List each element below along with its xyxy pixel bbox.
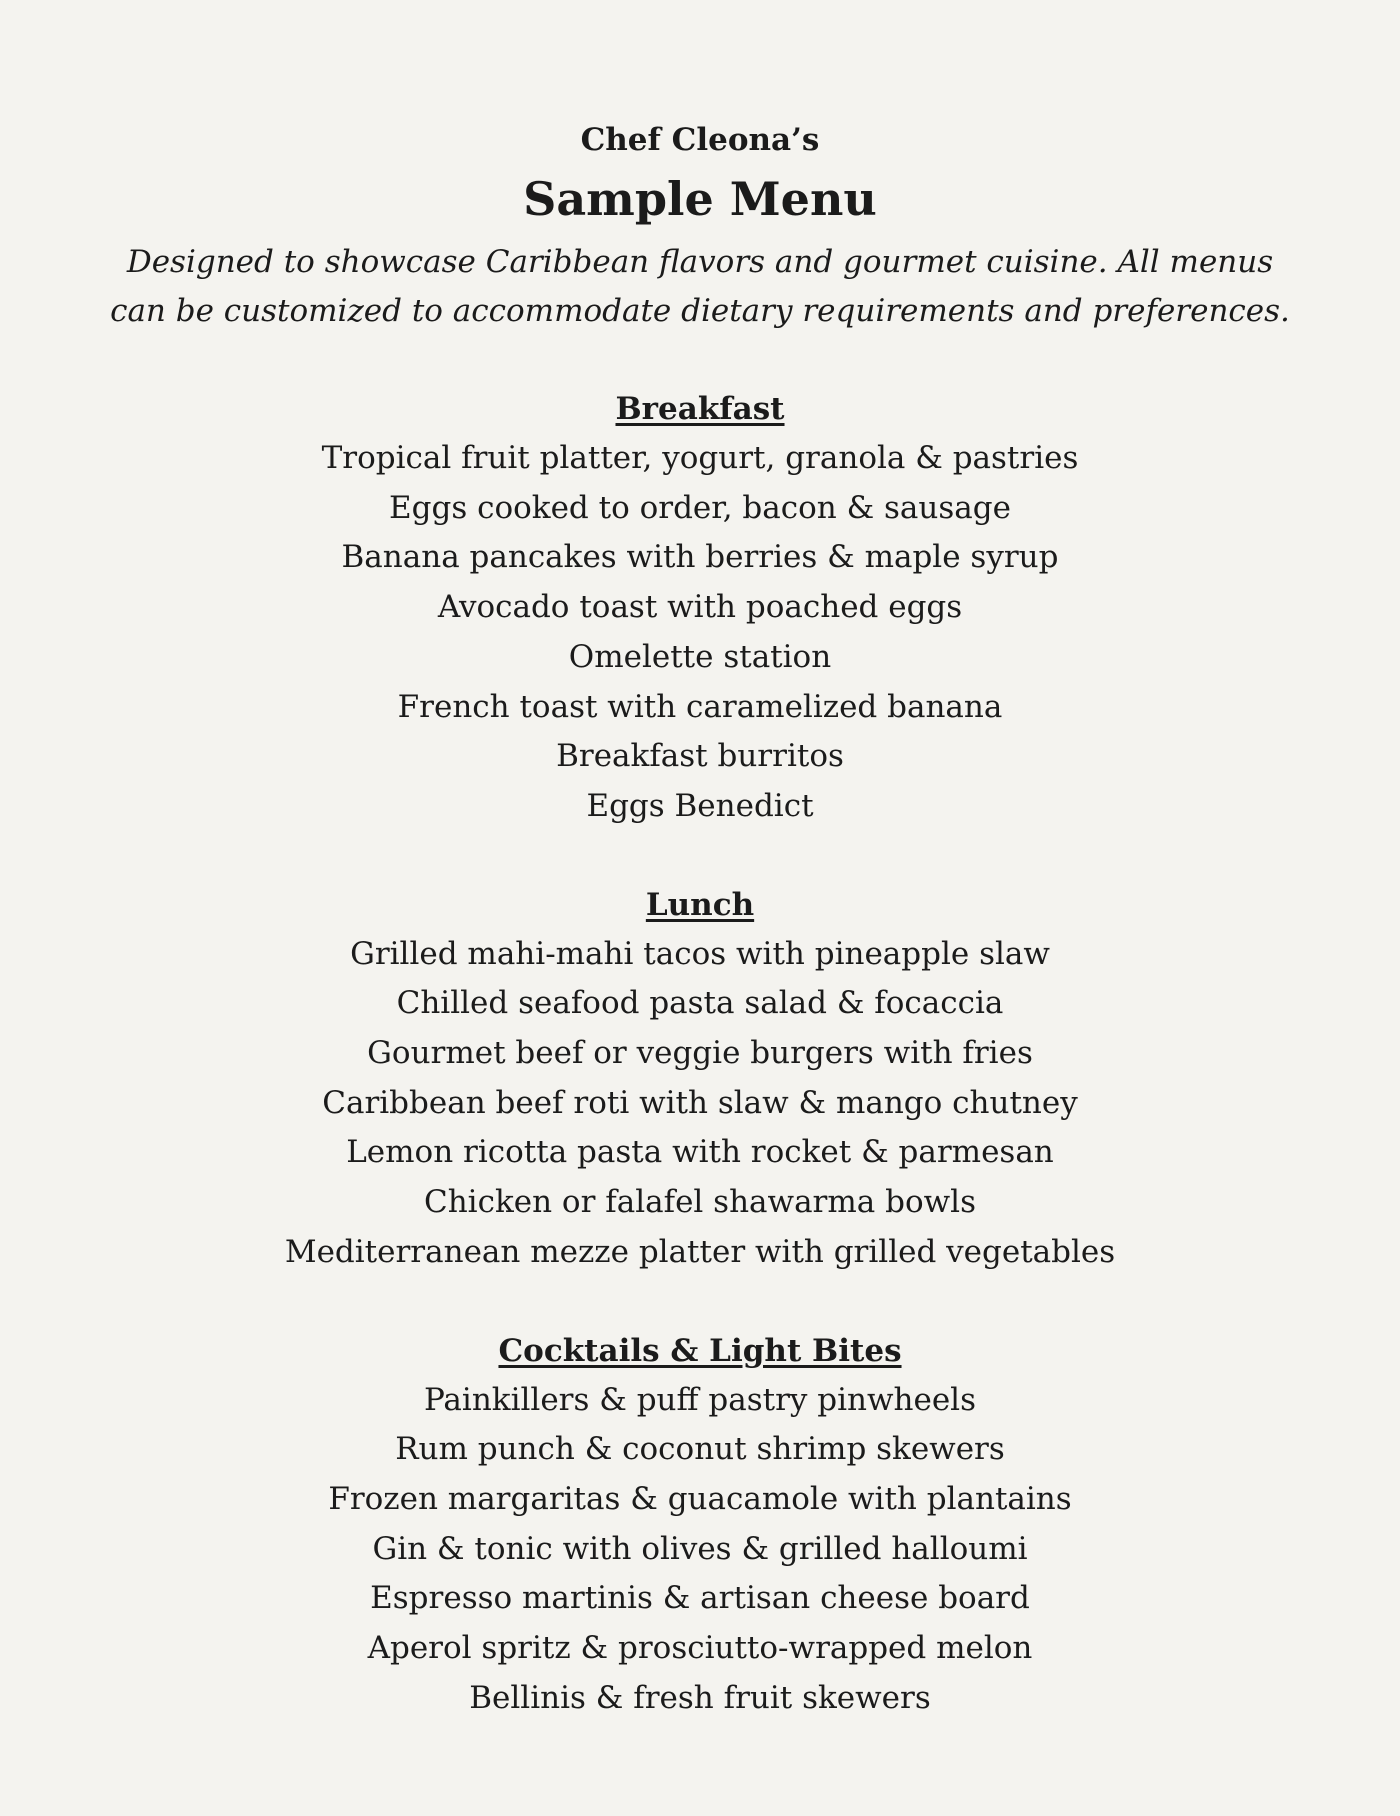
- menu-item: Painkillers & puff pastry pinwheels: [423, 1381, 977, 1418]
- cocktails-items: [0, 1376, 1400, 1724]
- menu-item: Tropical fruit platter, yogurt, granola & pastries: [321, 440, 1079, 476]
- menu-item: Lemon ricotta pasta with rocket & parmesan: [346, 1134, 1054, 1171]
- menu-item: Avocado toast with poached eggs: [437, 589, 963, 626]
- menu-item: Rum punch & coconut shrimp skewers: [395, 1431, 1005, 1468]
- section-heading: Breakfast: [615, 391, 785, 427]
- section-cocktails-light-bites: [0, 1327, 1400, 1724]
- menu-item: Chilled seafood pasta salad & focaccia: [396, 985, 1004, 1022]
- menu-item: Omelette station: [568, 638, 832, 675]
- menu-item: Gin & tonic with olives & grilled halloumi: [372, 1530, 1028, 1567]
- lunch-items: [0, 930, 1400, 1278]
- section-heading: Cocktails & Light Bites: [498, 1332, 902, 1369]
- menu-item: Gourmet beef or veggie burgers with fries: [367, 1035, 1033, 1072]
- menu-item: Aperol spritz & prosciutto-wrapped melon: [367, 1630, 1033, 1667]
- menu-title: Sample Menu: [523, 172, 877, 226]
- menu-item: Eggs Benedict: [586, 787, 814, 824]
- menu-item: Mediterranean mezze platter with grilled vegetables: [284, 1233, 1116, 1270]
- section-lunch: [0, 881, 1400, 1278]
- section-breakfast: [0, 385, 1400, 832]
- section-heading: Lunch: [645, 886, 755, 923]
- menu-item: Eggs cooked to order, bacon & sausage: [389, 489, 1011, 526]
- chef-name: Chef Cleona’s: [580, 122, 820, 158]
- menu-item: Breakfast burritos: [556, 738, 844, 775]
- menu-item: Grilled mahi-mahi tacos with pineapple slaw: [350, 935, 1050, 972]
- menu-item: Chicken or falafel shawarma bowls: [424, 1184, 976, 1221]
- breakfast-items: [0, 434, 1400, 832]
- menu-item: Bellinis & fresh fruit skewers: [469, 1679, 931, 1716]
- menu-item: French toast with caramelized banana: [397, 688, 1003, 725]
- menu-item: Caribbean beef roti with slaw & mango chutney: [322, 1084, 1078, 1121]
- menu-item: Espresso martinis & artisan cheese board: [370, 1580, 1030, 1617]
- menu-item: Frozen margaritas & guacamole with plantains: [328, 1480, 1072, 1517]
- menu-item: Banana pancakes with berries & maple syrup: [341, 539, 1059, 576]
- menu-intro: Designed to showcase Caribbean flavors and gourmet cuisine. All menus can be customized to accommodate dietary requirements and preferences.: [110, 244, 1290, 329]
